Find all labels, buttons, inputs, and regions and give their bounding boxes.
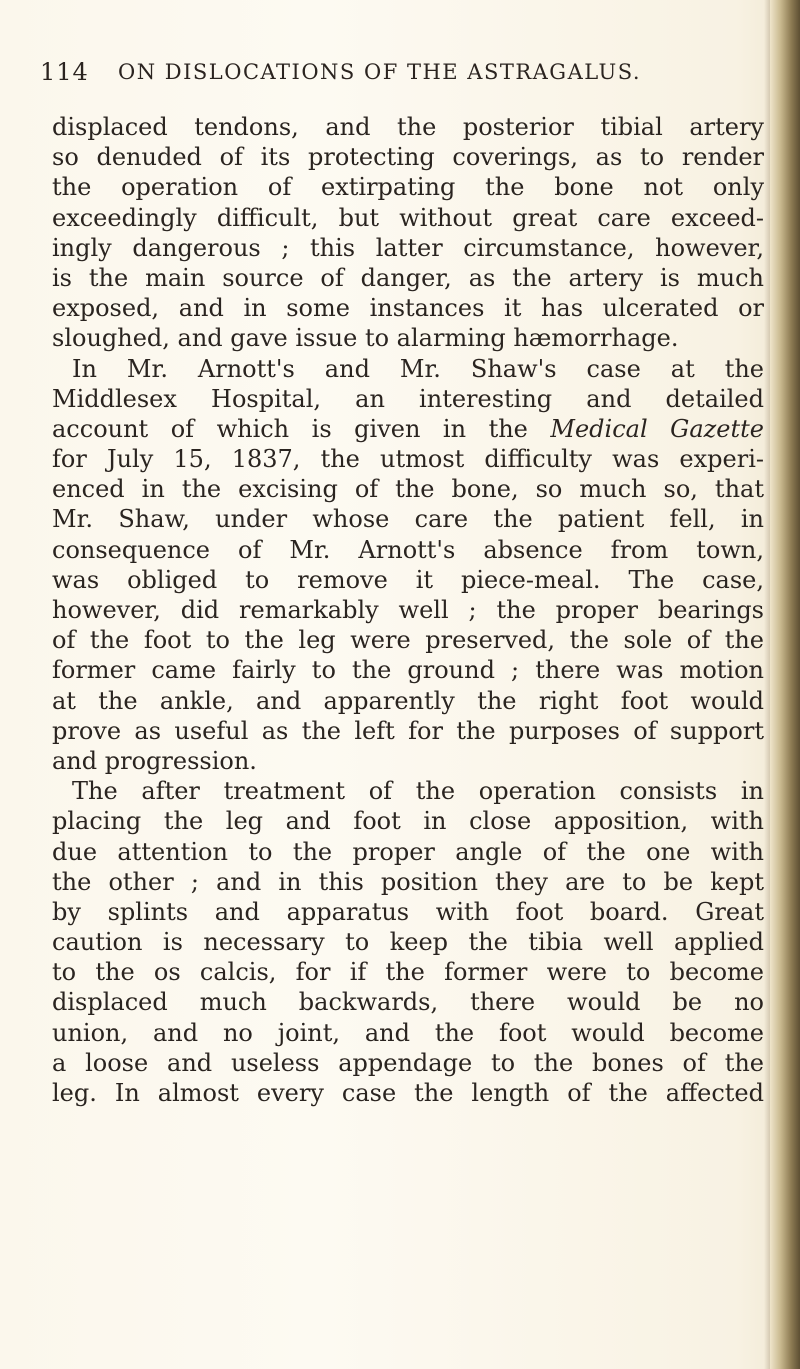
text-line: was obliged to remove it piece-meal. The case, — [52, 565, 764, 594]
text-line: leg. In almost every case the length of the affected — [52, 1079, 764, 1107]
page-header — [40, 56, 760, 96]
text-line: a loose and useless appendage to the bones of the — [52, 1048, 764, 1077]
text-line: The after treatment of the operation consists in — [72, 777, 764, 806]
text-line: Middlesex Hospital, an interesting and detailed — [52, 384, 764, 413]
page-number: 114 — [40, 58, 89, 86]
text-line: union, and no joint, and the foot would become — [52, 1018, 764, 1047]
book-spine-edge — [770, 0, 800, 1369]
text-line: displaced much backwards, there would be no — [52, 988, 764, 1017]
text-line: by splints and apparatus with foot board. Great — [52, 897, 764, 926]
text-line: the other ; and in this position they are to be kept — [52, 867, 764, 896]
text-line: ingly dangerous ; this latter circumstance, however, — [52, 233, 764, 262]
text-line: account of which is given in the Medical Gazette — [52, 414, 764, 443]
text-line: exceedingly difficult, but without great care exceed- — [52, 203, 764, 232]
text-line: of the foot to the leg were preserved, the sole of the — [52, 626, 764, 655]
body-text — [52, 112, 764, 1108]
text-line: consequence of Mr. Arnott's absence from town, — [52, 535, 764, 564]
text-line: to the os calcis, for if the former were to become — [52, 958, 764, 987]
text-line: In Mr. Arnott's and Mr. Shaw's case at the — [72, 354, 764, 383]
text-line: sloughed, and gave issue to alarming hæmorrhage. — [52, 324, 679, 353]
text-line: displaced tendons, and the posterior tibial artery — [52, 113, 764, 141]
text-line: the operation of extirpating the bone not only — [52, 173, 764, 202]
journal-title: Medical Gazette — [550, 414, 764, 443]
text-line: for July 15, 1837, the utmost difficulty was experi- — [52, 445, 764, 474]
text-line: at the ankle, and apparently the right foot would — [52, 686, 764, 715]
text-line: however, did remarkably well ; the proper bearings — [52, 596, 764, 624]
text-line: due attention to the proper angle of the one with — [52, 837, 764, 866]
text-line: Mr. Shaw, under whose care the patient fell, in — [52, 505, 764, 534]
text-line: is the main source of danger, as the artery is much — [52, 263, 764, 292]
text-line: so denuded of its protecting coverings, as to render — [52, 143, 764, 172]
text-line: exposed, and in some instances it has ulcerated or — [52, 294, 764, 323]
running-head: ON DISLOCATIONS OF THE ASTRAGALUS. — [118, 60, 642, 84]
text-line: enced in the excising of the bone, so much so, that — [52, 475, 764, 504]
text-line: prove as useful as the left for the purposes of support — [52, 716, 764, 745]
text-line: former came fairly to the ground ; there was motion — [52, 656, 764, 685]
text-line: placing the leg and foot in close apposition, with — [52, 807, 764, 836]
text-line: caution is necessary to keep the tibia well applied — [52, 928, 764, 957]
text-line: and progression. — [52, 746, 257, 775]
